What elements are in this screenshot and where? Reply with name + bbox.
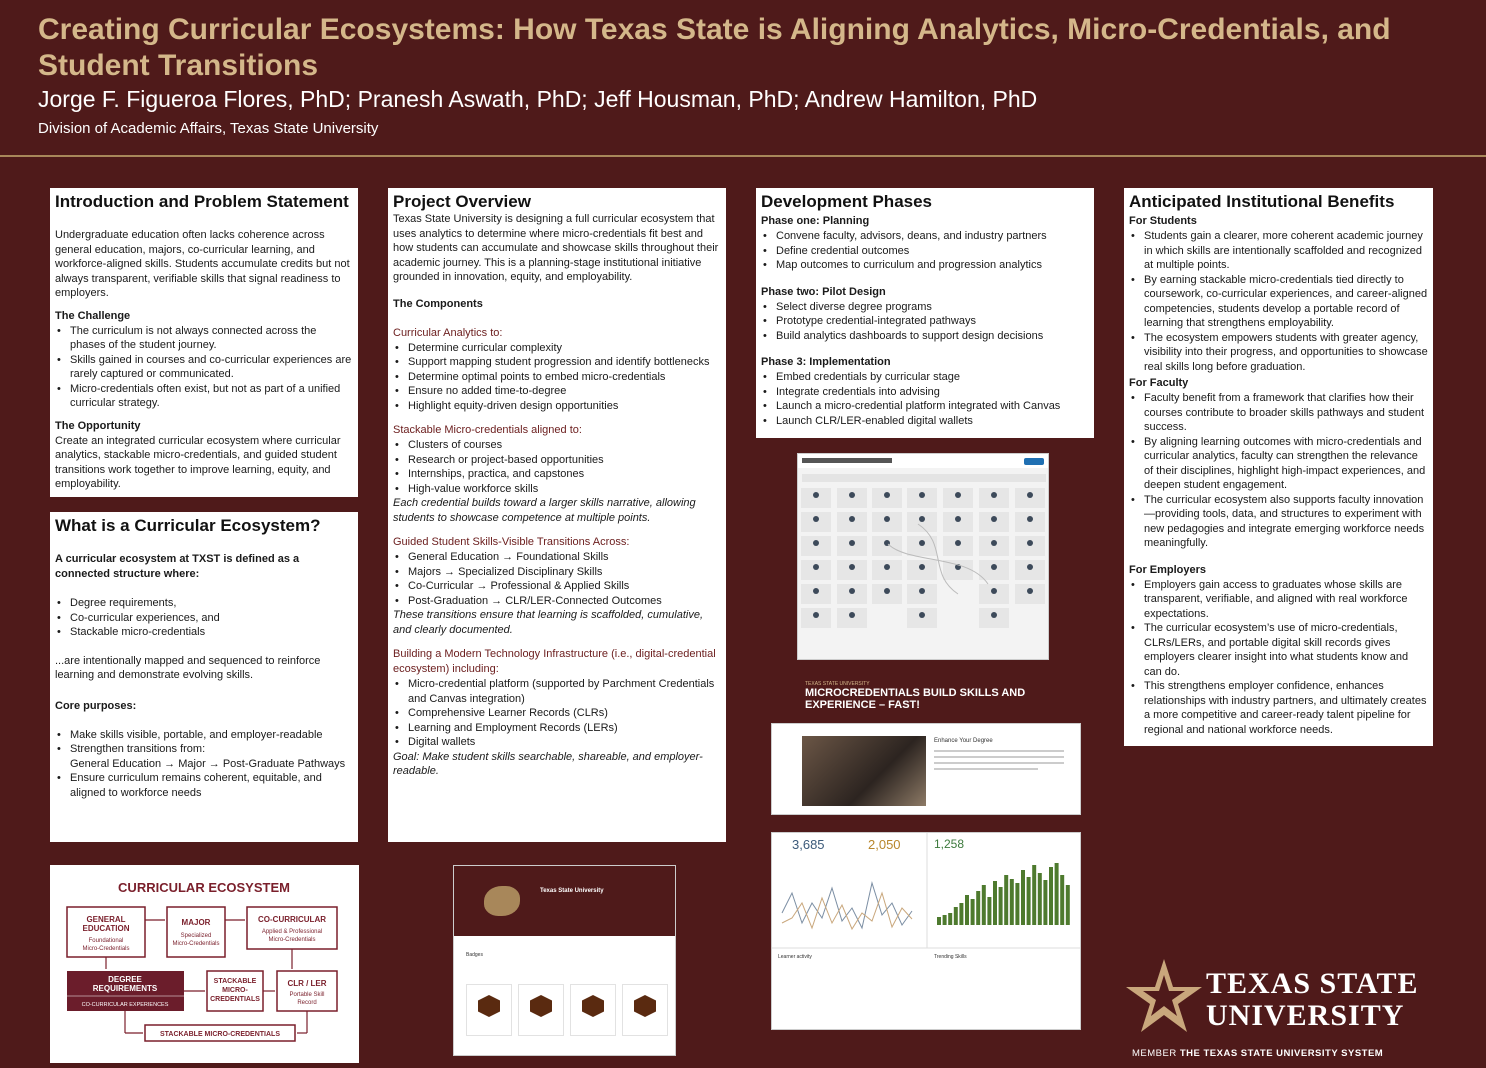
logo-member <box>1132 1048 1383 1059</box>
spacer <box>55 683 353 697</box>
course-node <box>991 588 997 594</box>
dashboard-bar <box>1032 865 1036 925</box>
learner-activity-label: Learner activity <box>778 954 812 960</box>
course-node <box>884 516 890 522</box>
stackable-label-3: CREDENTIALS <box>210 996 260 1003</box>
dashboard-bar <box>993 881 997 925</box>
stackable-note: Each credential builds toward a larger skills narrative, allowing students to showcase competence at multiple points. <box>393 497 696 524</box>
list-item: • Launch CLR/LER-enabled digital wallets <box>761 414 1089 429</box>
dashboard-screenshot <box>771 832 1081 1030</box>
phase2-heading: Phase two: Pilot Design <box>761 285 886 298</box>
infra-heading: Building a Modern Technology Infrastructure (i.e., digital-credential ecosystem) including: <box>393 648 716 675</box>
list-item: • This strengthens employer confidence, enhances relationships with industry partners, and ultimately creates a more competitive and career-ready talent pipeline for regional and national workforce needs. <box>1129 679 1428 737</box>
spacer <box>1129 551 1428 561</box>
list-item: • Embed credentials by curricular stage <box>761 370 1089 385</box>
core-heading: Core purposes: <box>55 699 137 712</box>
list-item: • Integrate credentials into advising <box>761 385 1089 400</box>
curriculum-map-screenshot <box>797 453 1049 660</box>
course-node <box>919 612 925 618</box>
gen-ed-label-2: EDUCATION <box>82 924 130 933</box>
clr-label: CLR / LER <box>287 979 327 988</box>
challenge-heading: The Challenge <box>55 309 131 322</box>
course-node <box>919 588 925 594</box>
logo-line2: UNIVERSITY <box>1206 999 1405 1032</box>
intro-panel <box>50 188 358 497</box>
spacer <box>55 582 353 596</box>
dashboard-bar <box>959 903 963 925</box>
list-item: • Digital wallets <box>393 735 721 750</box>
guided-heading: Guided Student Skills-Visible Transitions Across: <box>393 536 630 548</box>
list-item: • Ensure curriculum remains coherent, equitable, and aligned to workforce needs <box>55 771 353 800</box>
badge-icon <box>582 995 604 1017</box>
list-item: • Majors → Specialized Disciplinary Skills <box>393 565 721 580</box>
course-node <box>919 540 925 546</box>
course-node <box>919 516 925 522</box>
course-node <box>1027 540 1033 546</box>
stackable-heading: Stackable Micro-credentials aligned to: <box>393 424 582 436</box>
list-item: • Internships, practica, and capstones <box>393 467 721 482</box>
list-item: • Students gain a clearer, more coherent academic journey in which skills are intentionally scaffolded and recognized at multiple points. <box>1129 229 1428 273</box>
benefits-heading: Anticipated Institutional Benefits <box>1129 192 1395 211</box>
spacer <box>761 343 1089 353</box>
bobcat-logo <box>484 886 520 916</box>
curriculum-map-graphic <box>798 454 1049 660</box>
course-node <box>884 492 890 498</box>
intro-heading: Introduction and Problem Statement <box>55 192 349 211</box>
list-item: • Faculty benefit from a framework that clarifies how their courses contribute to broader skills pathways and student success. <box>1129 391 1428 435</box>
dashboard-bar <box>1010 879 1014 925</box>
phase2-list <box>761 300 1089 344</box>
logo-line1: TEXAS STATE <box>1206 967 1419 1000</box>
transition-line: General Education → Major → Post-Graduate Pathways <box>70 757 346 770</box>
ecosystem-diagram-svg <box>50 865 359 1063</box>
list-item: • Micro-credentials often exist, but not as part of a unified curricular strategy. <box>55 382 353 411</box>
dashboard-bar <box>1055 863 1059 925</box>
list-item: • Highlight equity-driven design opportunities <box>393 399 721 414</box>
spacer <box>55 714 353 728</box>
course-node <box>849 492 855 498</box>
phase3-heading: Phase 3: Implementation <box>761 356 891 368</box>
course-node <box>813 516 819 522</box>
dashboard-bar <box>937 917 941 925</box>
cocurricular-sub-2: Micro-Credentials <box>268 937 316 943</box>
course-node <box>884 564 890 570</box>
course-node <box>849 516 855 522</box>
analytics-heading: Curricular Analytics to: <box>393 326 503 339</box>
phase1-list <box>761 229 1089 273</box>
phase3-list <box>761 370 1089 428</box>
course-node <box>991 612 997 618</box>
stackable-label: STACKABLE <box>213 978 257 985</box>
list-item: • Ensure no added time-to-degree <box>393 384 721 399</box>
dashboard-bar <box>1043 880 1047 925</box>
badge-card[interactable] <box>570 984 616 1036</box>
poster-header <box>0 0 1486 157</box>
dashboard-bar <box>943 915 947 925</box>
course-node <box>955 492 961 498</box>
list-item: • By earning stackable micro-credentials tied directly to coursework, co-curricular experiences, and career-aligned competencies, students develop a portable record of learning that strengthens employability. <box>1129 273 1428 331</box>
bottom-label: STACKABLE MICRO-CREDENTIALS <box>159 1031 281 1038</box>
list-item: • Make skills visible, portable, and employer-readable <box>55 728 353 743</box>
course-node <box>884 588 890 594</box>
list-item: • The curriculum is not always connected across the phases of the student journey. <box>55 324 353 353</box>
star-icon <box>1124 955 1204 1035</box>
challenge-list <box>55 324 353 411</box>
major-sub: Specialized <box>180 933 212 939</box>
cocurricular-sub: Applied & Professional <box>261 929 323 935</box>
dashboard-bar <box>976 891 980 925</box>
list-item: • Define credential outcomes <box>761 244 1089 259</box>
promo-photo <box>802 736 926 806</box>
course-node <box>1027 492 1033 498</box>
gen-ed-sub: Foundational <box>88 938 124 944</box>
students-list <box>1129 229 1428 374</box>
employers-heading: For Employers <box>1129 563 1207 576</box>
list-item <box>55 742 353 771</box>
course-node <box>849 612 855 618</box>
badge-card[interactable] <box>518 984 564 1036</box>
dashboard-charts <box>772 833 1081 1030</box>
list-item: • Employers gain access to graduates whose skills are transparent, verifiable, and aligned with real workforce expectations. <box>1129 578 1428 622</box>
course-node <box>813 492 819 498</box>
overview-heading: Project Overview <box>393 192 531 211</box>
course-node <box>991 492 997 498</box>
promo-card-lines <box>934 750 1064 770</box>
stat-1: 3,685 <box>792 837 825 852</box>
major-label: MAJOR <box>181 918 211 927</box>
dashboard-bar <box>1015 883 1019 925</box>
course-node <box>1027 564 1033 570</box>
spacer <box>393 312 721 326</box>
promo-banner-title: MICROCREDENTIALS BUILD SKILLS AND EXPERIENCE – FAST! <box>805 687 1026 711</box>
course-node <box>849 564 855 570</box>
degree-label: DEGREE <box>108 975 142 984</box>
stackable-label-2: MICRO- <box>222 987 248 994</box>
list-item: • General Education → Foundational Skills <box>393 550 721 565</box>
benefits-panel <box>1124 188 1433 746</box>
faculty-heading: For Faculty <box>1129 377 1189 389</box>
course-node <box>849 540 855 546</box>
badges-section: Badges <box>466 952 483 958</box>
major-box <box>167 907 225 957</box>
list-item-text: Strengthen transitions from: <box>70 743 206 755</box>
course-node <box>813 540 819 546</box>
dashboard-bar <box>1049 867 1053 925</box>
degree-sub: CO-CURRICULAR EXPERIENCES <box>81 1002 169 1008</box>
gen-ed-label: GENERAL <box>86 915 126 924</box>
list-item: • Comprehensive Learner Records (CLRs) <box>393 706 721 721</box>
dashboard-bar <box>948 913 952 925</box>
txst-logo <box>1124 955 1444 1065</box>
guided-note: These transitions ensure that learning is scaffolded, cumulative, and clearly documented. <box>393 609 703 636</box>
member-system: THE TEXAS STATE UNIVERSITY SYSTEM <box>1179 1048 1384 1059</box>
list-item: • Prototype credential-integrated pathways <box>761 314 1089 329</box>
phase1-heading: Phase one: Planning <box>761 215 870 227</box>
list-item: • Convene faculty, advisors, deans, and industry partners <box>761 229 1089 244</box>
intro-body: Undergraduate education often lacks coherence across general education, majors, co-curricular learning, and workforce-aligned skills. Students accumulate credits but not always transparent, verifiable skills that signal readiness to employers. <box>55 229 350 299</box>
list-item: • High-value workforce skills <box>393 482 721 497</box>
goal-text: Goal: Make student skills searchable, shareable, and employer-readable. <box>393 750 703 777</box>
dashboard-bar <box>999 887 1003 925</box>
course-node <box>813 588 819 594</box>
stackable-list <box>393 438 721 496</box>
list-item: • The ecosystem empowers students with greater agency, visibility into their progress, and opportunities to showcase real skills long before graduation. <box>1129 331 1428 375</box>
list-item: • Skills gained in courses and co-curricular experiences are rarely captured or communicated. <box>55 353 353 382</box>
opportunity-body: Create an integrated curricular ecosystem where curricular analytics, stackable micro-credentials, and guided student transitions work together to improve learning, equity, and employability. <box>55 434 341 490</box>
ecosystem-heading: What is a Curricular Ecosystem? <box>55 516 321 535</box>
member-prefix: MEMBER <box>1132 1048 1177 1059</box>
list-item: • Degree requirements, <box>55 596 353 611</box>
analytics-list <box>393 341 721 414</box>
list-item: • Stackable micro-credentials <box>55 625 353 640</box>
dashboard-bar <box>987 897 991 925</box>
promo-card-title: Enhance Your Degree <box>934 738 993 744</box>
clr-sub-2: Record <box>297 1000 317 1006</box>
course-node <box>919 564 925 570</box>
list-item: • Co-curricular experiences, and <box>55 611 353 626</box>
dashboard-bar <box>1004 875 1008 925</box>
course-node <box>955 516 961 522</box>
list-item: • Post-Graduation → CLR/LER-Connected Outcomes <box>393 594 721 609</box>
list-item: • Determine curricular complexity <box>393 341 721 356</box>
course-node <box>991 516 997 522</box>
faculty-list <box>1129 391 1428 551</box>
dashboard-bar <box>965 895 969 925</box>
components-heading: The Components <box>393 297 483 310</box>
course-node <box>1027 516 1033 522</box>
list-item: • The curricular ecosystem also supports faculty innovation—providing tools, data, and structures to experiment with new pedagogies and integrate emerging workforce needs meaningfully. <box>1129 493 1428 551</box>
gen-ed-sub-2: Micro-Credentials <box>82 946 130 952</box>
spacer <box>393 525 721 535</box>
badge-icon <box>634 995 656 1017</box>
list-item: • Select diverse degree programs <box>761 300 1089 315</box>
diagram-title: CURRICULAR ECOSYSTEM <box>118 880 290 895</box>
poster-affiliation: Division of Academic Affairs, Texas State University <box>38 120 379 137</box>
spacer <box>55 640 353 654</box>
ecosystem-list <box>55 596 353 640</box>
course-node <box>991 564 997 570</box>
spacer <box>55 218 353 228</box>
course-node <box>813 564 819 570</box>
list-item: • Clusters of courses <box>393 438 721 453</box>
list-item: • Launch a micro-credential platform integrated with Canvas <box>761 399 1089 414</box>
ecosystem-mapped: ...are intentionally mapped and sequenced to reinforce learning and demonstrate evolving skills. <box>55 654 321 681</box>
phases-heading: Development Phases <box>761 192 933 211</box>
list-item: • Research or project-based opportunities <box>393 453 721 468</box>
poster-authors: Jorge F. Figueroa Flores, PhD; Pranesh Aswath, PhD; Jeff Housman, PhD; Andrew Hamilton, PhD <box>38 86 1038 112</box>
dashboard-bar <box>1021 870 1025 925</box>
stat-2: 2,050 <box>868 837 901 852</box>
dashboard-bar <box>954 907 958 925</box>
spacer <box>393 413 721 423</box>
trending-skills-label: Trending Skills <box>934 954 967 960</box>
stat-3: 1,258 <box>934 837 965 851</box>
course-node <box>991 540 997 546</box>
list-item: • Learning and Employment Records (LERs) <box>393 721 721 736</box>
ecosystem-diagram <box>50 865 359 1063</box>
spacer <box>761 273 1089 283</box>
dashboard-bar <box>1027 877 1031 925</box>
employers-list <box>1129 578 1428 738</box>
list-item: • The curricular ecosystem’s use of micro-credentials, CLRs/LERs, and portable digital skill records gives employers clearer insight into what students know and can do. <box>1129 621 1428 679</box>
core-list <box>55 728 353 801</box>
opportunity-heading: The Opportunity <box>55 419 141 432</box>
overview-body: Texas State University is designing a full curricular ecosystem that uses analytics to determine where micro-credentials fit best and how students can accumulate and showcase skills throughout their academic journey. This is a planning-stage institutional initiative grounded in innovation, equity, and employability. <box>393 213 719 283</box>
promo-banner <box>797 676 1081 722</box>
spacer <box>55 542 353 550</box>
badge-card[interactable] <box>622 984 668 1036</box>
dashboard-bar <box>982 885 986 925</box>
spacer <box>393 285 721 295</box>
phases-panel <box>756 188 1094 438</box>
cocurricular-label: CO-CURRICULAR <box>258 915 326 924</box>
course-node <box>919 492 925 498</box>
spacer <box>393 637 721 647</box>
dashboard-bar <box>1066 885 1070 925</box>
promo-card <box>771 723 1081 815</box>
list-item: • Micro-credential platform (supported by Parchment Credentials and Canvas integration) <box>393 677 721 706</box>
list-item: • Determine optimal points to embed micro-credentials <box>393 370 721 385</box>
dashboard-bar <box>1060 875 1064 925</box>
course-node <box>1027 588 1033 594</box>
dashboard-bar <box>971 899 975 925</box>
spacer <box>55 301 353 307</box>
overview-panel <box>388 188 726 842</box>
badges-org: Texas State University <box>540 888 604 894</box>
promo-banner-top: TEXAS STATE UNIVERSITY <box>805 681 870 687</box>
major-sub-2: Micro-Credentials <box>172 941 220 947</box>
badge-icon <box>530 995 552 1017</box>
list-item: • By aligning learning outcomes with micro-credentials and curricular analytics, faculty can strengthen the relevance of their disciplines, highlight high-impact experiences, and deepen student engagement. <box>1129 435 1428 493</box>
degree-label-2: REQUIREMENTS <box>92 984 158 993</box>
spacer <box>55 411 353 417</box>
clr-sub: Portable Skill <box>289 992 325 998</box>
course-node <box>849 588 855 594</box>
guided-list <box>393 550 721 608</box>
course-node <box>955 540 961 546</box>
list-item: • Build analytics dashboards to support design decisions <box>761 329 1089 344</box>
ecosystem-panel <box>50 512 358 842</box>
dashboard-bar <box>1038 873 1042 925</box>
badge-card[interactable] <box>466 984 512 1036</box>
course-node <box>813 612 819 618</box>
badges-screenshot <box>453 865 676 1056</box>
ecosystem-definition: A curricular ecosystem at TXST is defined as a connected structure where: <box>55 553 300 580</box>
list-item: • Co-Curricular → Professional & Applied Skills <box>393 579 721 594</box>
poster-title: Creating Curricular Ecosystems: How Texas State is Aligning Analytics, Micro-Credentials, and Student Transitions <box>38 13 1391 82</box>
badge-icon <box>478 995 500 1017</box>
infra-list <box>393 677 721 750</box>
list-item: • Map outcomes to curriculum and progression analytics <box>761 258 1089 273</box>
students-heading: For Students <box>1129 215 1197 227</box>
list-item: • Support mapping student progression and identify bottlenecks <box>393 355 721 370</box>
